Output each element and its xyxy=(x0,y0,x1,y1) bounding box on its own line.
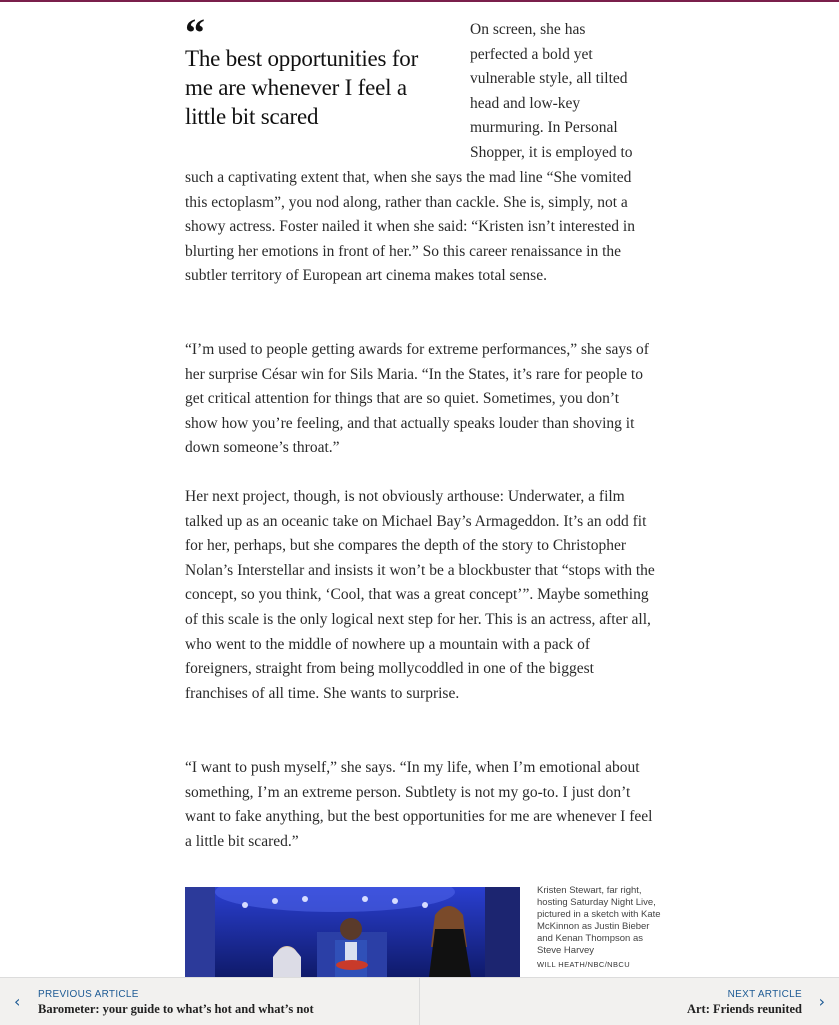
next-article-kicker: NEXT ARTICLE xyxy=(727,989,802,1000)
photo-caption xyxy=(537,885,667,971)
article-nav-bar xyxy=(0,977,839,1025)
article-photo xyxy=(185,887,520,977)
previous-article-title: Barometer: your guide to what’s hot and what’s not xyxy=(38,1002,314,1016)
previous-article-link[interactable] xyxy=(0,978,420,1025)
caption-text: Kristen Stewart, far right, hosting Saturday Night Live, pictured in a sketch with Kate McKinnon as Justin Bieber and Kenan Thompson as Steve Harvey xyxy=(537,885,661,956)
previous-article-kicker: PREVIOUS ARTICLE xyxy=(38,989,139,1000)
article-paragraph-3: Her next project, though, is not obviously arthouse: Underwater, a film talked up as an oceanic take on Michael Bay’s Armageddon. It’s an odd fit for her, perhaps, but she compares the depth of the story to Christopher Nolan’s Interstellar and insists it won’t be a blockbuster that “stops with the concept, so you think, ‘Cool, that was a great concept’”. Maybe something of this scale is the only logical next step for her. This is an actress, after all, who went to the middle of nowhere up a mountain with a pack of foreigners, straight from being mollycoddled in one of the biggest franchises of all time. She wants to surprise. xyxy=(185,488,655,702)
quote-mark: “ xyxy=(185,10,205,55)
article-paragraph-4: “I want to push myself,” she says. “In my life, when I’m emotional about something, I’m an extreme person. Subtlety is not my go-to. I just don’t want to fake anything, but the best opportunities for me are whenever I feel a little bit scared.” xyxy=(185,759,653,850)
top-accent-bar xyxy=(0,0,839,2)
next-article-title: Art: Friends reunited xyxy=(686,1002,802,1016)
article-side-column xyxy=(470,18,655,166)
article-line: On screen, she has xyxy=(470,21,586,38)
photo-credit: WILL HEATH/NBC/NBCU xyxy=(537,960,631,969)
next-article-link[interactable] xyxy=(420,978,839,1025)
article-line: perfected a bold yet xyxy=(470,45,593,63)
pull-quote xyxy=(185,10,450,131)
chevron-left-icon: ‹ xyxy=(14,992,21,1011)
article-paragraph-1: such a captivating extent that, when she says the mad line “She vomited this ectoplasm”, you nod along, rather than cackle. She is, simply, not a showy actress. Foster nailed it when she said: “Kristen isn’t interested in blurting her emotions in front of her.” So this career renaissance in the subtler territory of European art cinema makes total sense. xyxy=(185,169,635,285)
article-line: murmuring. In Personal xyxy=(470,119,618,137)
photo-illustration xyxy=(185,887,520,977)
article-line: vulnerable style, all tilted xyxy=(470,70,628,88)
pull-quote-text: The best opportunities for me are whenever I feel a little bit scared xyxy=(185,46,419,129)
article-line: Shopper, it is employed to xyxy=(470,143,633,161)
article-line: head and low-key xyxy=(470,94,581,112)
article-paragraph-2: “I’m used to people getting awards for extreme performances,” she says of her surprise César win for Sils Maria. “In the States, it’s rare for people to get critical attention for things that are so quiet. Sometimes, you don’t show how you’re feeling, and that actually speaks louder than shoving it down someone’s throat.” xyxy=(185,341,649,457)
chevron-right-icon: › xyxy=(818,992,825,1011)
